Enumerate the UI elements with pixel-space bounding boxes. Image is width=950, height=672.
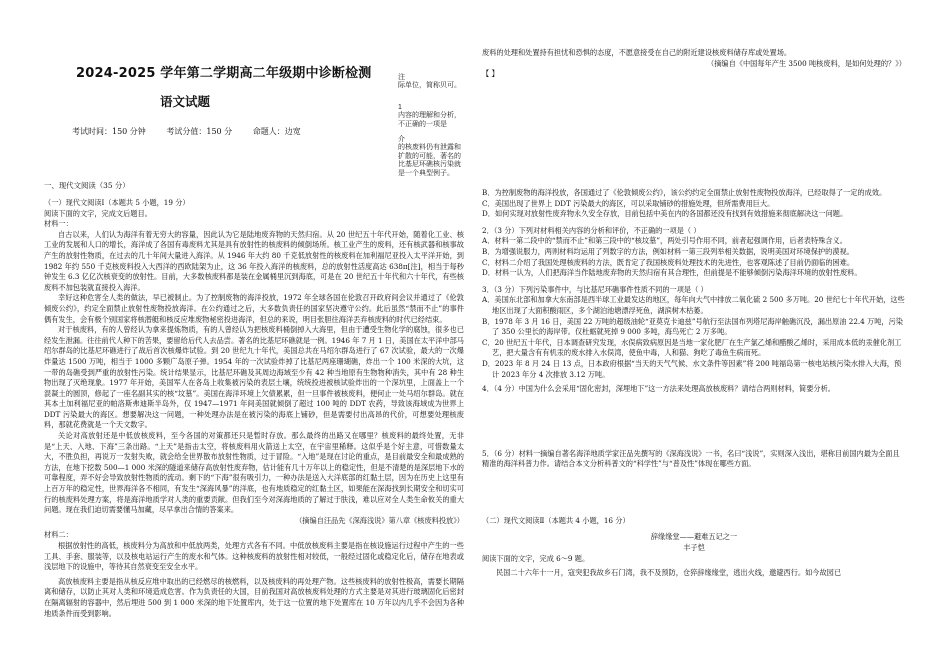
story-title: 辞缘缘堂——避难五记之一 — [650, 532, 738, 542]
paragraph: 根据放射性的高低，核废料分为高放和中低放两类，处理方式各有不同。中低放核废料主要是指在核设施运行过程中产生的一些工具、手套、服装等，以及核电站运行产生的废水和气体。这种核废料的放射性相对较低，一般经过固化或稳定化后，储存在地表或浅层地下的设施中，等待其自然衰变至安全水平。 — [44, 541, 464, 572]
paragraph: 自古以来，人们认为海洋有着无穷大的容量，因此认为它是陆地废弃物的天然归宿。从 20 世纪五十年代开始，随着化工业、核工业的发展和人口的增长，海洋成了各国有毒废料尤其是具有放射性的核废料的倾倒场所。核工业产生的废料，还有核武器和核事故产生的放射性物质，在过去的几十年间大量进入海洋。从 1946 年大约 80 千克低放射性的核废料在加利福尼亚投入太平洋开始，到 1982 年约 550 千克核废料投入大西洋的西欧陆架为止，这 36 年投入海洋的核废料，总的放射性活度高达 638π[注]，相当于每秒钟发生 6.3 亿亿次核衰变的放射性。目前，大多数核废料都是装在金属桶里沉到海底，可是在 20 世纪五十年代和六十年代，有些核废料不加包装就直接投入海洋。 — [44, 229, 464, 292]
option-d: D．如何实现对放射性废弃物永久安全存放，目前包括中美在内的各国都还没有找到有效措施来彻底解决这一问题。 — [482, 209, 848, 219]
subsection-heading: （一）现代文阅读Ⅰ（本题共 5 小题，19 分） — [44, 198, 190, 207]
story-author: 丰子恺 — [683, 543, 705, 553]
exam-score: 考试分值：150 分 — [166, 127, 233, 136]
source-citation: （摘编自《中国每年产生 3500 吨核废料，是如何处理的？》） — [707, 58, 906, 68]
section-2-heading: （二）现代文阅读Ⅱ（本题共 4 小题，16 分） — [482, 515, 630, 525]
paragraph: 高放核废料主要是指从核反应堆中取出的已经燃尽的核燃料，以及核废料的再处理产物。这些核废料的放射性极高，需要长期隔离和储存，以防止其对人类和环境造成危害。作为负责任的大国，目前我国对高放核废料处理的方式主要是对其进行玻璃固化后密封在隔离辐射的容器中，然后埋进 500 到 1 000 米深的地下处置库内，处于这一位置的地下处置库在 10 万年以内几乎不会因为各种地质条件而受到影响。 — [44, 576, 464, 618]
side-note-1: 注 际单位，简称贝可。 — [398, 74, 461, 90]
exam-time: 考试时间：150 分钟 — [72, 127, 146, 136]
option-c: C．美国出现了世界上 DDT 污染最大的海区，可以采取铺砂的措施处理，但所需费用巨大。 — [482, 198, 775, 208]
answer-bracket: 【 】 — [482, 69, 499, 79]
option-c: C．材料二介绍了我国处理核废料的方法，既肯定了我国核废料处理技术的先进性，也客观陈述了目前仍面临的困难。 — [482, 257, 855, 267]
story-instruction: 阅读下面的文字，完成 6～9 题。 — [482, 553, 590, 563]
paragraph: 幸好这种危害全人类的做法，早已被制止。为了控制废物的海洋投放，1972 年全球各国在伦敦召开政府间会议并通过了《伦敦倾废公约》，约定全面禁止放射性废物投放海洋。在公约通过之后，大多数负责任的国家坚决遵守公约。此后虽然“禁而不止”的事件偶有发生，会有极个别国家将核潜艇和核反应堆废物秘密投进海洋，但总的来说，明目张胆往海洋丢弃核废料的时代已经结束。 — [44, 293, 464, 324]
question-3: 3．（3 分）下列污染事件中，与比基尼环礁事件性质不同的一项是（ ） — [482, 284, 708, 294]
questions-block — [482, 188, 906, 579]
question-2: 2．（3 分）下列对材料相关内容的分析和评价，不正确的一项是（ ） — [482, 225, 701, 235]
story-paragraph: 民国二十六年十一月，寇突犯我故乡石门湾，我不及预防，仓猝辞缘缘堂，逃出火线，邀避西行。如今故园已 — [496, 568, 842, 578]
option-d: D．材料一认为，人们把海洋当作陆地废弃物的天然归宿有其合理性，但前提是不能够倾倒污染海洋环境的放射性废料。 — [482, 268, 862, 278]
paragraph: 关论对高放射还是中低放核废料，至今各国的对策都还只是暂时存放。那么最终的出路又在哪里？核废料的最终处置，无非是“上天、入地、下海”三条出路。“上天”是指击太空，将核废料用火箭送上太空，在宇宙里稀释。这似乎是个好主意，可惜数量太大，不胜负担，再说万一发射失败，就会给全世界散布放射性物质，过于冒险。“入地”是现在讨论的重点，是目前最安全和最成熟的方法，在地下挖数 500—1 000 米深的隧道来储存高放射性废弃物，估计能有几十万年以上的稳定性，但是不清楚的是深层地下水的可靠程度，弄不好会导致放射性物质的流动。剩下的“下海”很有吸引力，一种办法是送入大洋底部的红黏土层，因为在历史上这里有上百万年的稳定性，世界海洋各不相同，有发生“深海风暴”的洋底，也有地质稳定的红黏土区，如果能在深海找到长期安全和切实可行的核废料处理方案，将是海洋地质学对人类的重要贡献。但我们至今对深海地质的了解过于肤浅，难以应对全人类生命攸关的重大问题。现在我们迫切需要懂马加藏，尽早拿出合情的答案来。 — [44, 431, 464, 515]
option-c: C．20 世纪五十年代，日本调查研究发现，水俣病致病原因是当地一家化肥厂在生产氯乙烯和醋酸乙烯时，采用成本低的汞催化剂工艺，把大量含有有机汞的废水排入水俣湾，使鱼中毒，人和猫、狗吃了毒鱼生病而死。 — [482, 337, 902, 358]
material-label: 材料二： — [44, 530, 73, 540]
option-a: A．美国东北部和加拿大东南部是西半球工业最发达的地区，每年向大气中排放二氧化硫 2 500 多万吨。20 世纪七十年代开始，这些地区出现了大面积酸雨区，多个湖泊池塘漂浮死鱼，湖滨树木枯萎。 — [482, 295, 905, 315]
option-b: B．为控制废物的海洋投放，各国通过了《伦敦倾废公约》，该公约约定全面禁止放射性废物投放海洋，已经取得了一定的成效。 — [482, 188, 887, 197]
paragraph: 废料的处理和处置持有担忧和恐惧的态度，不愿意接受在自己的附近建设核废料储存库或处置场。 — [482, 48, 792, 57]
reading-instruction: 阅读下面的文字，完成文后题目。 — [44, 208, 152, 218]
option-d: D．2023 年 8 月 24 日 13 点，日本政府根据“当天的天气气候、水文条件等因素”将 200 吨福岛第一核电站核污染水排入大海，预计 2023 年分 4 次排放 3.12 万吨。 — [482, 358, 902, 379]
left-column — [44, 180, 464, 619]
option-b: B．1978 年 3 月 16 日，美国 22 万吨的超级油轮“亚莫克卡迪兹”号航行至法国布列塔尼海岸触礁沉没，漏出原油 22.4 万吨，污染了 350 公里长的海岸带。仅杜蛎就死掉 9 000 多吨，海鸟死亡 2 万多吨。 — [482, 316, 903, 337]
option-b: B．为增强说服力，两则材料均运用了列数字的方法，例如材料一第三段列举相关数据，说明美国对环境保护的漠视。 — [482, 246, 854, 256]
option-a: A．材料一第二段中的“禁而不止”和第三段中的“核坟墓”，两处引号作用不同，前者起强调作用，后者表特殊含义。 — [482, 236, 847, 246]
exam-author: 命题人：边宽 — [252, 127, 301, 136]
side-note-3: 介 的核废料仍有泄露和扩散的可能，著名的比基尼环礁核污染就是一个典型例子。 — [398, 136, 461, 177]
section-heading: 一、现代文阅读（35 分） — [44, 181, 130, 190]
exam-subtitle: 语文试题 — [160, 94, 211, 109]
exam-info — [72, 126, 319, 137]
question-5: 5．（6 分）材料一摘编自著名海洋地质学家汪品先撰写的《深海浅说》一书，名曰“浅说”，实则深入浅出，堪称目前国内最为全面且精准的海洋科普力作。请结合本文分析科普文的“科学性”与“普及性”体现在哪些方面。 — [482, 448, 900, 469]
side-note-2: 1 内容的理解和分析，不正确的一项是 — [398, 104, 461, 128]
material-label: 材料一： — [44, 219, 73, 229]
right-column — [482, 48, 906, 80]
paragraph: 对于核废料，有的人曾经认为拿来提炼物质，有的人曾经认为把核废料桶倒掉入大海里，但由于遭受生物化学的腐蚀，很多也已经发生泄漏。往往前代人种下的苦果，要留给后代人去品尝。著名的比基尼环礁就是一例。1946 年 7 月 1 日，美国在太平洋中部马绍尔群岛的比基尼环礁进行了战后首次核爆炸试验。到 20 世纪九十年代，美国总共在马绍尔群岛进行了 67 次试验，最大的一次爆炸量达 1500 万吨，相当于 1000 多颗广岛原子弹。1954 年的一次试验炸掉了比基尼两座珊瑚礁，炸出一个 100 米深的大坑，这一带的岛礁受到严重的放射性污染。统计结果显示，比基尼环礁及其周边海域至少有 42 种当地原有生物物种消失，其中有 28 种生物出现了灭绝现象。1977 年开始，美国军人在各岛上收集被污染的表层土壤，统统投进被核试验炸出的一个深坑里，上面盖上一个混凝土的圆顶，修起了一座名副其实的核“坟墓”。美国在海洋环境上欠债累累，但一旦事件被核废料，便何止一处马绍尔群岛。就在其本土加利福尼亚的帕洛斯弗迪斯半岛外，仅 1947—1971 年间美国就倾倒了超过 100 吨的 DDT 农药，导致该海域成为世界上 DDT 污染最大的海区。想要解决这一问题，一种处理办法是在被污染的海底上铺砂，但是需要付出高昂的代价，可想要处理核废料，那就花费就是一个天文数字。 — [44, 325, 464, 430]
question-4: 4．（4 分）中国为什么会采用“固化密封，深埋地下”这一方法来处理高放核废料？请结合两则材料，简要分析。 — [482, 384, 835, 394]
source-citation: （摘编自汪品先《深海浅说》第八章《核废料投放》） — [295, 515, 464, 525]
exam-title: 2024-2025 学年第二学期高二年级期中诊断检测 — [76, 66, 372, 81]
